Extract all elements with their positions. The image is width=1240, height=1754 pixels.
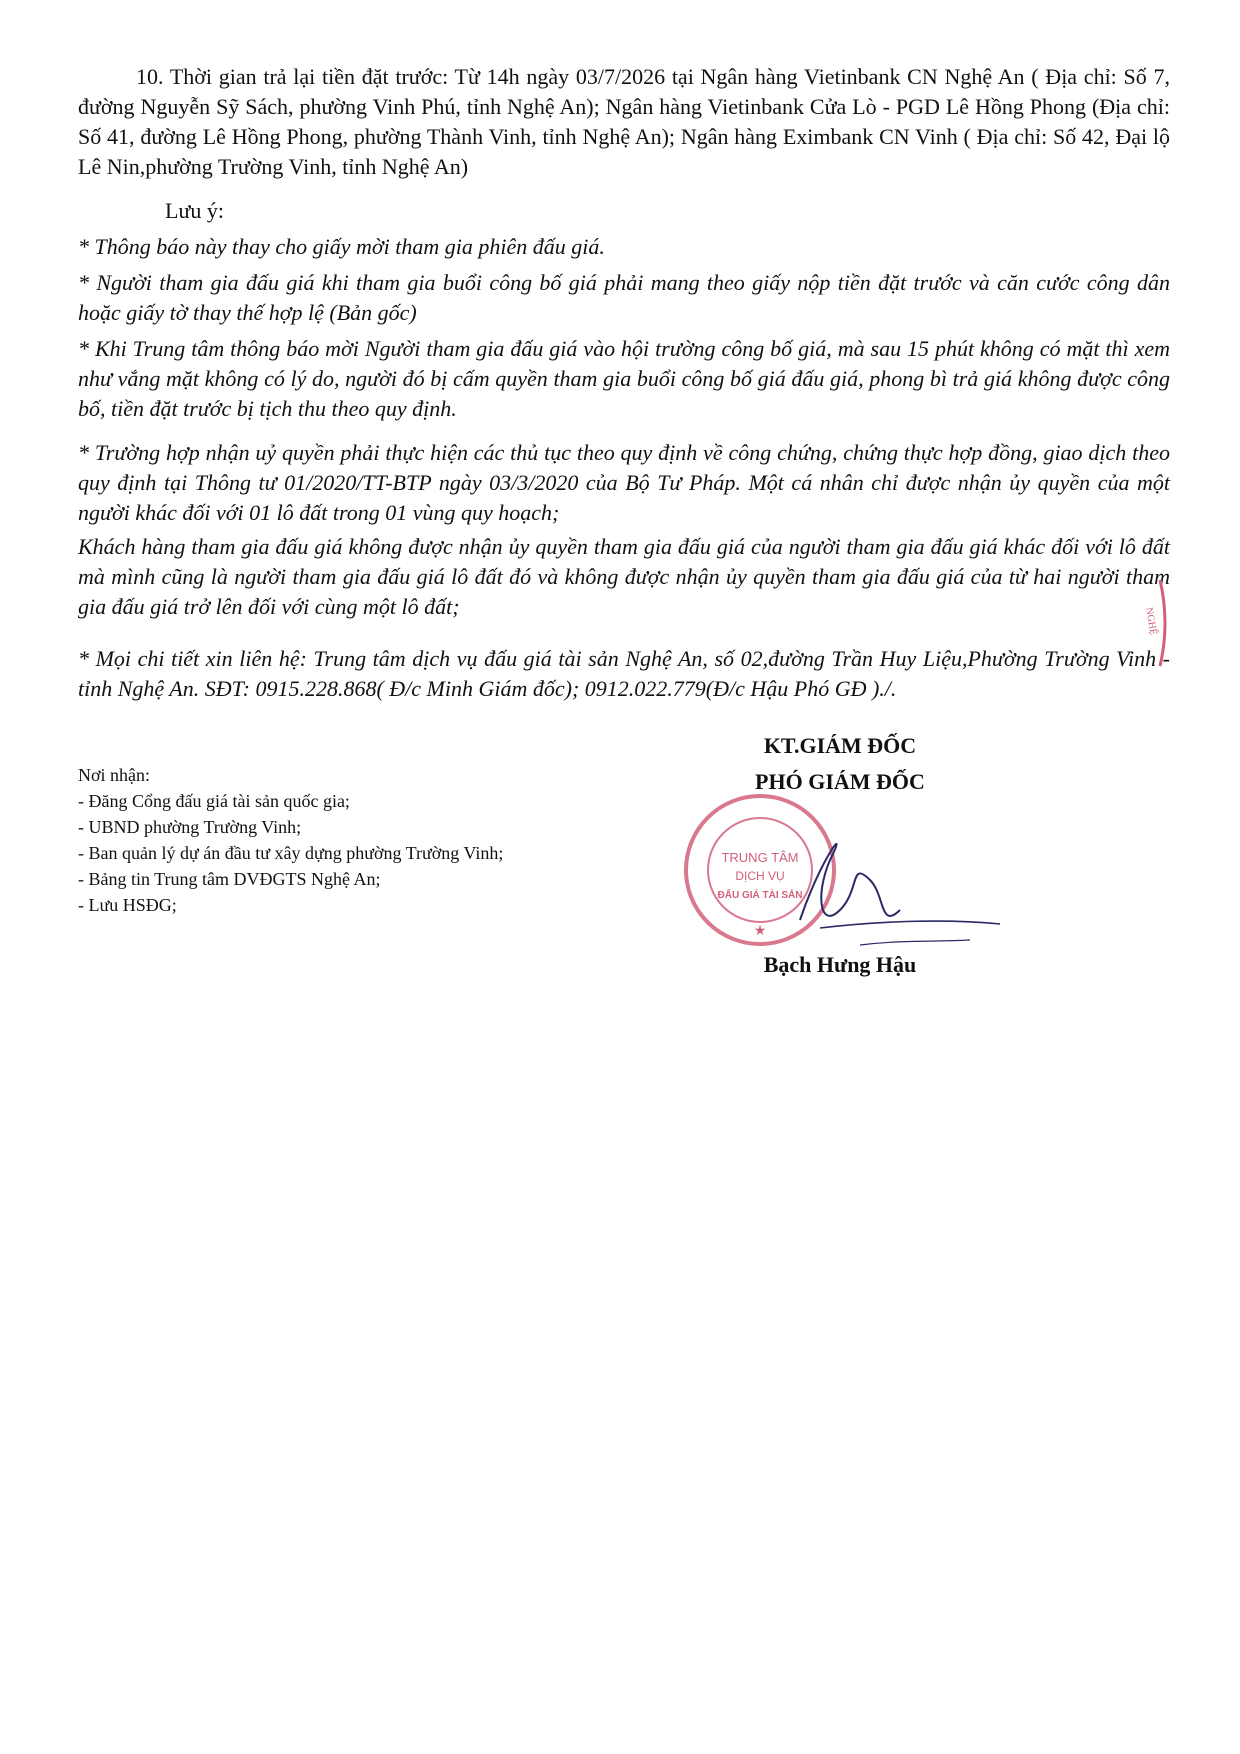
signature-title-2: PHÓ GIÁM ĐỐC bbox=[755, 769, 925, 794]
item-10-refund-time: 10. Thời gian trả lại tiền đặt trước: Từ 14h ngày 03/7/2026 tại Ngân hàng Vietinbank CN Nghệ An ( Địa chỉ: Số 7, đường Nguyễn Sỹ Sách, phường Vinh Phú, tỉnh Nghệ An); Ngân hàng Vietinbank Cửa Lò - PGD Lê Hồng Phong (Địa chỉ: Số 41, đường Lê Hồng Phong, phường Thành Vinh, tỉnh Nghệ An); Ngân hàng Eximbank CN Vinh ( Địa chỉ: Số 42, Đại lộ Lê Nin,phường Trường Vinh, tỉnh Nghệ An) bbox=[78, 64, 1170, 179]
note-4: * Trường hợp nhận uỷ quyền phải thực hiện các thủ tục theo quy định về công chứng, chứng thực hợp đồng, giao dịch theo quy định tại Thông tư 01/2020/TT-BTP ngày 03/3/2020 của Bộ Tư Pháp. Một cá nhân chỉ được nhận ủy quyền của một người khác đối với 01 lô đất trong 01 vùng quy hoạch; bbox=[78, 440, 1170, 525]
svg-text:★: ★ bbox=[753, 924, 767, 939]
signer-name: Bạch Hưng Hậu bbox=[763, 952, 917, 977]
edge-stamp-icon bbox=[1130, 578, 1170, 668]
note-6-contact: * Mọi chi tiết xin liên hệ: Trung tâm dịch vụ đấu giá tài sản Nghệ An, số 02,đường Trần Huy Liệu,Phường Trường Vinh - tỉnh Nghệ An. SĐT: 0915.228.868( Đ/c Minh Giám đốc); 0912.022.779(Đ/c Hậu Phó GĐ )./. bbox=[78, 646, 1170, 701]
recipients-list bbox=[78, 788, 518, 918]
note-3: * Khi Trung tâm thông báo mời Người tham gia đấu giá vào hội trường công bố giá, mà sau 15 phút không có mặt thì xem như vắng mặt không có lý do, người đó bị cấm quyền tham gia buổi công bố giá đấu giá, phong bì trả giá không được công bố, tiền đặt trước bị tịch thu theo quy định. bbox=[78, 336, 1170, 421]
note-5: Khách hàng tham gia đấu giá không được nhận ủy quyền tham gia đấu giá của người tham gia đấu giá khác đối với lô đất mà mình cũng là người tham gia đấu giá lô đất đó và không được nhận ủy quyền tham gia đấu giá của từ hai người tham gia đấu giá trở lên đối với cùng một lô đất; bbox=[78, 534, 1170, 619]
recipients-title: Nơi nhận: bbox=[78, 765, 151, 785]
note-2: * Người tham gia đấu giá khi tham gia buổi công bố giá phải mang theo giấy nộp tiền đặt trước và căn cước công dân hoặc giấy tờ thay thế hợp lệ (Bản gốc) bbox=[78, 270, 1170, 325]
signature-title-1: KT.GIÁM ĐỐC bbox=[763, 733, 917, 758]
recipient-item: - UBND phường Trường Vinh; bbox=[78, 817, 302, 837]
note-1: * Thông báo này thay cho giấy mời tham gia phiên đấu giá. bbox=[78, 234, 605, 259]
recipients-block bbox=[78, 762, 518, 918]
recipient-item: - Đăng Cổng đấu giá tài sản quốc gia; bbox=[78, 791, 350, 811]
note-title: Lưu ý: bbox=[165, 198, 224, 223]
svg-text:TRUNG TÂM: TRUNG TÂM bbox=[721, 850, 799, 865]
svg-text:DỊCH VỤ: DỊCH VỤ bbox=[735, 869, 785, 883]
handwritten-signature bbox=[760, 800, 1010, 970]
svg-text:NGHỆ: NGHỆ bbox=[1143, 606, 1159, 636]
recipient-item: - Lưu HSĐG; bbox=[78, 895, 177, 915]
recipient-item: - Bảng tin Trung tâm DVĐGTS Nghệ An; bbox=[78, 869, 381, 889]
recipient-item: - Ban quản lý dự án đầu tư xây dựng phường Trường Vinh; bbox=[78, 843, 504, 863]
svg-text:ĐẤU GIÁ TÀI SẢN: ĐẤU GIÁ TÀI SẢN bbox=[717, 890, 803, 901]
